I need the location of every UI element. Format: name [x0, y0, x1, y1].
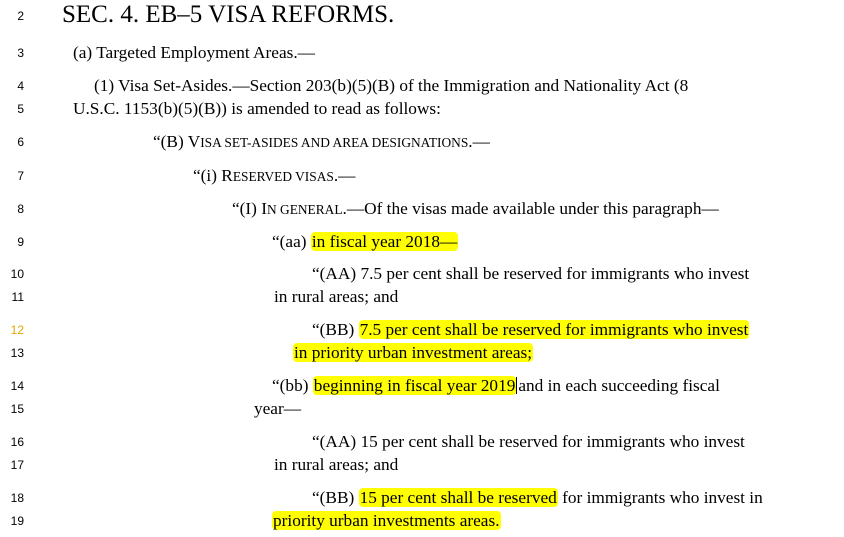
line-number: 14 [10, 379, 24, 393]
line-number: 18 [10, 491, 24, 505]
item-bb-line1 [272, 375, 720, 397]
line-number: 17 [10, 458, 24, 472]
sub-B-suffix: .— [468, 132, 490, 151]
line-number: 8 [17, 202, 24, 216]
line-number: 9 [17, 235, 24, 249]
aa-BB-prefix: “(BB) [312, 320, 355, 339]
bb-AA-line1: “(AA) 15 per cent shall be reserved for immigrants who invest [312, 432, 745, 451]
aa-AA-line2: in rural areas; and [274, 287, 399, 306]
item-bb-rest: and in each succeeding fiscal [518, 376, 720, 395]
section-heading: SEC. 4. EB–5 VISA REFORMS. [62, 1, 395, 28]
subparagraph-B [153, 131, 490, 154]
highlight-aa-BB-2: in priority urban investment areas; [294, 343, 533, 362]
highlight-bb-BB-1: 15 per cent shall be reserved [359, 488, 557, 507]
line-number: 11 [11, 290, 24, 304]
bb-BB-rest: for immigrants who invest in [562, 488, 763, 507]
line-number: 2 [17, 9, 24, 23]
line-number: 3 [17, 46, 24, 60]
subclause-I [232, 198, 719, 221]
paragraph-1-line1: (1) Visa Set-Asides.—Section 203(b)(5)(B) of the Immigration and Nationality Act (8 [94, 76, 689, 95]
line-number: 13 [10, 346, 24, 360]
item-aa-prefix: “(aa) [272, 232, 307, 251]
line-number: 7 [17, 169, 24, 183]
paragraph-1-line2: U.S.C. 1153(b)(5)(B)) is amended to read as follows: [73, 99, 441, 118]
bb-BB-line1 [312, 487, 763, 509]
clause-i [193, 165, 355, 188]
clause-i-prefix: “(i) R [193, 166, 233, 185]
line-number: 10 [10, 267, 24, 281]
subsection-a: (a) Targeted Employment Areas.— [73, 43, 315, 62]
line-number: 5 [17, 102, 24, 116]
line-number: 4 [17, 79, 24, 93]
clause-i-suffix: .— [333, 166, 356, 185]
line-number: 16 [10, 435, 24, 449]
sub-B-smallcaps: ISA SET-ASIDES AND AREA DESIGNATIONS [200, 135, 469, 150]
line-number-active: 12 [10, 323, 24, 337]
subclause-I-prefix: “(I) I [232, 199, 268, 218]
highlight-bb-BB-2: priority urban investments areas. [273, 511, 500, 530]
item-bb-line2: year— [254, 399, 302, 418]
aa-BB-line2 [293, 342, 533, 364]
line-number: 19 [10, 514, 24, 528]
clause-i-smallcaps: ESERVED VISAS [232, 169, 334, 184]
highlight-bb: beginning in fiscal year 2019 [313, 376, 516, 395]
highlight-aa: in fiscal year 2018— [311, 232, 458, 251]
item-bb-prefix: “(bb) [272, 376, 309, 395]
line-number: 15 [10, 402, 24, 416]
aa-AA-line1: “(AA) 7.5 per cent shall be reserved for immigrants who invest [312, 264, 750, 283]
line-number: 6 [17, 135, 24, 149]
subclause-I-smallcaps: N GENERAL [267, 202, 343, 217]
highlight-aa-BB-1: 7.5 per cent shall be reserved for immigrants who invest [359, 320, 749, 339]
subclause-I-suffix: .—Of the visas made available under this paragraph— [342, 199, 719, 218]
bb-BB-line2 [272, 510, 501, 532]
bb-BB-prefix: “(BB) [312, 488, 355, 507]
sub-B-prefix: “(B) V [153, 132, 201, 151]
aa-BB-line1 [312, 319, 749, 341]
bb-AA-line2: in rural areas; and [274, 455, 399, 474]
item-aa [272, 231, 458, 253]
